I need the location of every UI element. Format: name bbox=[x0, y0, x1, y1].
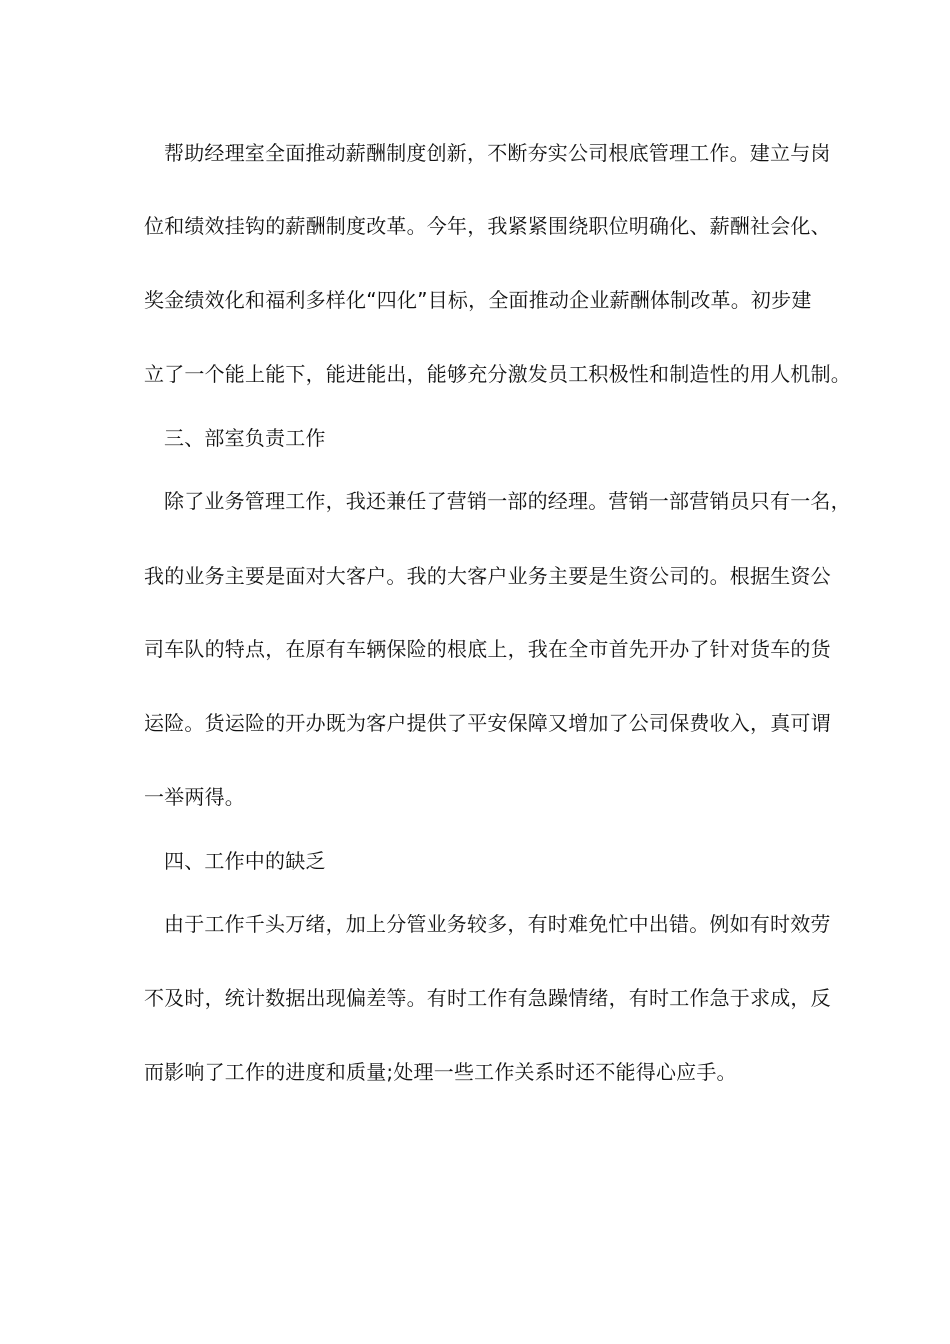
paragraph-line: 我的业务主要是面对大客户。我的大客户业务主要是生资公司的。根据生资公 bbox=[144, 564, 831, 588]
section-heading: 三、部室负责工作 bbox=[164, 426, 326, 450]
paragraph-line: 运险。货运险的开办既为客户提供了平安保障又增加了公司保费收入，真可谓 bbox=[144, 711, 831, 735]
paragraph-line: 位和绩效挂钩的薪酬制度改革。今年，我紧紧围绕职位明确化、薪酬社会化、 bbox=[144, 214, 831, 238]
paragraph-line: 奖金绩效化和福利多样化“四化”目标，全面推动企业薪酬体制改革。初步建 bbox=[144, 288, 812, 312]
section-heading: 四、工作中的缺乏 bbox=[164, 849, 326, 873]
paragraph-line: 司车队的特点，在原有车辆保险的根底上，我在全市首先开办了针对货车的货 bbox=[144, 637, 831, 661]
paragraph-line: 而影响了工作的进度和质量;处理一些工作关系时还不能得心应手。 bbox=[144, 1060, 737, 1084]
paragraph-line: 由于工作千头万绪，加上分管业务较多，有时难免忙中出错。例如有时效劳 bbox=[164, 912, 831, 936]
paragraph-line: 帮助经理室全面推动薪酬制度创新，不断夯实公司根底管理工作。建立与岗 bbox=[164, 141, 831, 165]
paragraph-line: 不及时，统计数据出现偏差等。有时工作有急躁情绪，有时工作急于求成，反 bbox=[144, 986, 831, 1010]
paragraph-line: 一举两得。 bbox=[144, 785, 245, 809]
paragraph-line: 立了一个能上能下，能进能出，能够充分激发员工积极性和制造性的用人机制。 bbox=[144, 362, 851, 386]
paragraph-line: 除了业务管理工作，我还兼任了营销一部的经理。营销一部营销员只有一名， bbox=[164, 489, 851, 513]
